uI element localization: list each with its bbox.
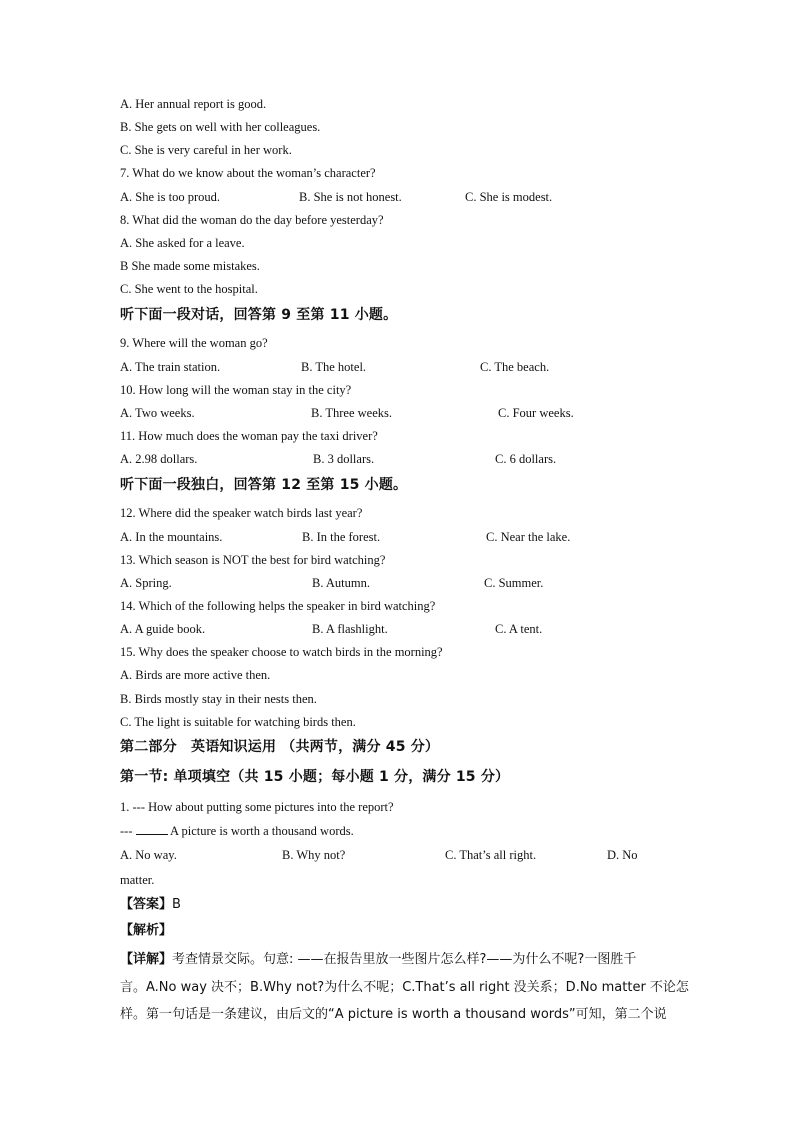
q14-option-c: C. A tent. <box>495 622 543 636</box>
q10-question: 10. How long will the woman stay in the city? <box>120 383 352 397</box>
q11-option-b: B. 3 dollars. <box>313 452 375 466</box>
detail-line2: 言。A.No way 决不；B.Why not?为什么不呢；C.That’s all right 没关系；D.No matter 不论怎 <box>120 980 689 995</box>
mc1-blank <box>136 823 168 835</box>
q15-option-b: B. Birds mostly stay in their nests then. <box>120 692 317 706</box>
q13-option-a: A. Spring. <box>120 576 172 590</box>
q8-option-c: C. She went to the hospital. <box>120 282 258 296</box>
q10-option-b: B. Three weeks. <box>311 406 392 420</box>
q13-question: 13. Which season is NOT the best for bird watching? <box>120 553 386 567</box>
q11-option-c: C. 6 dollars. <box>495 452 557 466</box>
q6-option-c: C. She is very careful in her work. <box>120 143 292 157</box>
q12-option-a: A. In the mountains. <box>120 530 223 544</box>
detail-line1 <box>120 951 636 969</box>
q10-option-a: A. Two weeks. <box>120 406 195 420</box>
q12-question: 12. Where did the speaker watch birds last year? <box>120 506 363 520</box>
q9-option-a: A. The train station. <box>120 360 221 374</box>
mc1-option-d: D. No <box>607 848 638 862</box>
q14-question: 14. Which of the following helps the speaker in bird watching? <box>120 599 436 613</box>
q15-option-c: C. The light is suitable for watching birds then. <box>120 715 356 729</box>
q13-option-c: C. Summer. <box>484 576 544 590</box>
q8-option-b: B She made some mistakes. <box>120 259 260 273</box>
q12-option-b: B. In the forest. <box>302 530 381 544</box>
mc1-option-c: C. That’s all right. <box>445 848 537 862</box>
mc1-option-b: B. Why not? <box>282 848 346 862</box>
mc1-option-a: A. No way. <box>120 848 177 862</box>
mc1-question-line2 <box>120 823 354 839</box>
q7-option-b: B. She is not honest. <box>299 190 402 204</box>
q10-option-c: C. Four weeks. <box>498 406 574 420</box>
q6-option-b: B. She gets on well with her colleagues. <box>120 120 321 134</box>
q9-option-c: C. The beach. <box>480 360 550 374</box>
q14-option-a: A. A guide book. <box>120 622 206 636</box>
answer-label: 【答案】 <box>120 897 173 912</box>
q15-question: 15. Why does the speaker choose to watch birds in the morning? <box>120 645 443 659</box>
answer-value: B <box>172 897 181 912</box>
mc1-option-d-wrap: matter. <box>120 873 155 887</box>
section-heading-dialog: 听下面一段对话，回答第 9 至第 11 小题。 <box>120 307 398 323</box>
part2-title: 第二部分 英语知识运用 （共两节，满分 45 分） <box>120 739 440 755</box>
section-heading-monologue: 听下面一段独白，回答第 12 至第 15 小题。 <box>120 477 408 493</box>
q8-question: 8. What did the woman do the day before yesterday? <box>120 213 384 227</box>
mc1-question-line1: 1. --- How about putting some pictures into the report? <box>120 800 394 814</box>
detail-label: 【详解】 <box>120 952 173 967</box>
q8-option-a: A. She asked for a leave. <box>120 236 245 250</box>
detail-text-1: 考查情景交际。句意: ——在报告里放一些图片怎么样?——为什么不呢?一图胜千 <box>172 952 637 967</box>
mc1-dash: --- <box>120 824 136 838</box>
q6-option-a: A. Her annual report is good. <box>120 97 267 111</box>
q9-question: 9. Where will the woman go? <box>120 336 268 350</box>
answer-line <box>120 896 181 914</box>
q7-option-a: A. She is too proud. <box>120 190 220 204</box>
q12-option-c: C. Near the lake. <box>486 530 571 544</box>
detail-line3: 样。第一句话是一条建议，由后文的“A picture is worth a thousand words”可知，第二个说 <box>120 1007 667 1022</box>
q7-option-c: C. She is modest. <box>465 190 553 204</box>
q14-option-b: B. A flashlight. <box>312 622 388 636</box>
q15-option-a: A. Birds are more active then. <box>120 668 271 682</box>
mc1-line2-text: A picture is worth a thousand words. <box>167 824 354 838</box>
q13-option-b: B. Autumn. <box>312 576 370 590</box>
part2-section1-title: 第一节: 单项填空（共 15 小题；每小题 1 分，满分 15 分） <box>120 769 510 785</box>
analysis-label <box>120 922 172 940</box>
q11-option-a: A. 2.98 dollars. <box>120 452 198 466</box>
q7-question: 7. What do we know about the woman’s character? <box>120 166 376 180</box>
q11-question: 11. How much does the woman pay the taxi driver? <box>120 429 378 443</box>
analysis-label-text: 【解析】 <box>120 923 173 938</box>
q9-option-b: B. The hotel. <box>301 360 367 374</box>
